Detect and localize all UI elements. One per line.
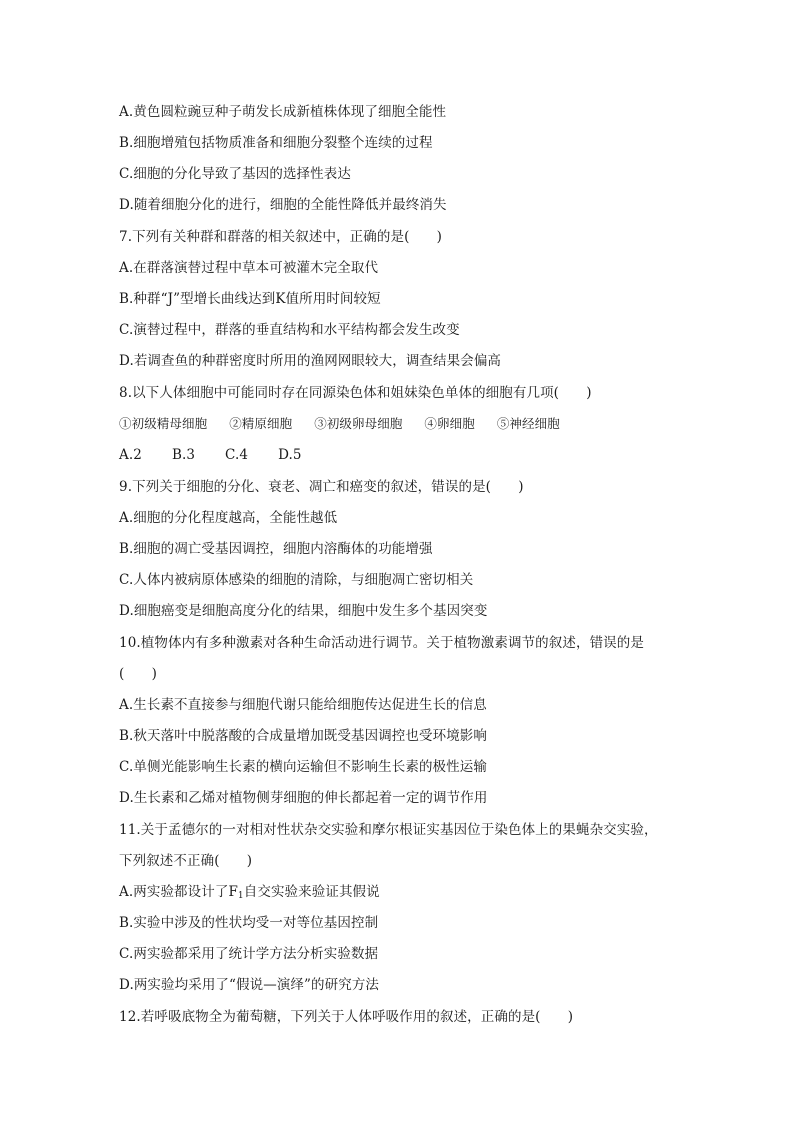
option-b: B.秋天落叶中脱落酸的合成量增加既受基因调控也受环境影响 — [119, 728, 488, 744]
answer-options — [119, 446, 302, 464]
option-a: A.细胞的分化程度越高，全能性越低 — [119, 510, 338, 526]
cell-item: ④卵细胞 — [424, 416, 475, 431]
cell-item: ①初级精母细胞 — [119, 416, 208, 431]
question-10-bracket: ( ) — [119, 666, 157, 682]
option-a — [119, 883, 380, 905]
question-11-cont: 下列叙述不正确( ) — [119, 853, 253, 869]
cell-item: ⑤神经细胞 — [496, 416, 560, 431]
option-c: C.4 — [225, 447, 249, 463]
option-a-text-rest: 自交实验来验证其假说 — [243, 884, 380, 900]
option-b: B.实验中涉及的性状均受一对等位基因控制 — [119, 915, 379, 931]
option-c: C.两实验都采用了统计学方法分析实验数据 — [119, 946, 379, 962]
option-c: C.细胞的分化导致了基因的选择性表达 — [119, 166, 351, 182]
question-12: 12.若呼吸底物全为葡萄糖，下列关于人体呼吸作用的叙述，正确的是( ) — [119, 1009, 574, 1025]
subscript-1: 1 — [237, 891, 244, 901]
option-b: B.3 — [171, 447, 196, 463]
option-d: D.两实验均采用了“假说—演绎”的研究方法 — [119, 977, 380, 993]
option-c: C.单侧光能影响生长素的横向运输但不影响生长素的极性运输 — [119, 759, 487, 775]
option-a: A.生长素不直接参与细胞代谢只能给细胞传达促进生长的信息 — [119, 697, 487, 713]
option-c: C.演替过程中，群落的垂直结构和水平结构都会发生改变 — [119, 322, 460, 338]
cell-item: ②精原细胞 — [229, 416, 293, 431]
option-d: D.随着细胞分化的进行，细胞的全能性降低并最终消失 — [119, 197, 447, 213]
cell-list — [119, 415, 560, 433]
question-8: 8.以下人体细胞中可能同时存在同源染色体和姐妹染色单体的细胞有几项( ) — [119, 385, 592, 401]
option-b: B.细胞的凋亡受基因调控，细胞内溶酶体的功能增强 — [119, 541, 433, 557]
question-11: 11.关于孟德尔的一对相对性状杂交实验和摩尔根证实基因位于染色体上的果蝇杂交实验， — [119, 822, 658, 838]
question-7: 7.下列有关种群和群落的相关叙述中，正确的是( ) — [119, 229, 443, 245]
option-c: C.人体内被病原体感染的细胞的清除，与细胞凋亡密切相关 — [119, 572, 474, 588]
question-10: 10.植物体内有多种激素对各种生命活动进行调节。关于植物激素调节的叙述，错误的是 — [119, 635, 644, 651]
option-a-text: A.两实验都设计了F — [119, 884, 238, 900]
cell-item: ③初级卵母细胞 — [314, 416, 403, 431]
option-d: D.生长素和乙烯对植物侧芽细胞的伸长都起着一定的调节作用 — [119, 790, 488, 806]
option-a: A.2 — [119, 447, 142, 463]
option-d: D.若调查鱼的种群密度时所用的渔网网眼较大，调查结果会偏高 — [119, 353, 502, 369]
option-a: A.黄色圆粒豌豆种子萌发长成新植株体现了细胞全能性 — [119, 104, 447, 120]
option-b: B.种群“J”型增长曲线达到K值所用时间较短 — [119, 291, 381, 307]
option-a: A.在群落演替过程中草本可被灌木完全取代 — [119, 260, 379, 276]
question-9: 9.下列关于细胞的分化、衰老、凋亡和癌变的叙述，错误的是( ) — [119, 479, 524, 495]
option-d: D.细胞癌变是细胞高度分化的结果，细胞中发生多个基因突变 — [119, 603, 488, 619]
option-d: D.5 — [278, 447, 302, 463]
option-b: B.细胞增殖包括物质准备和细胞分裂整个连续的过程 — [119, 135, 433, 151]
